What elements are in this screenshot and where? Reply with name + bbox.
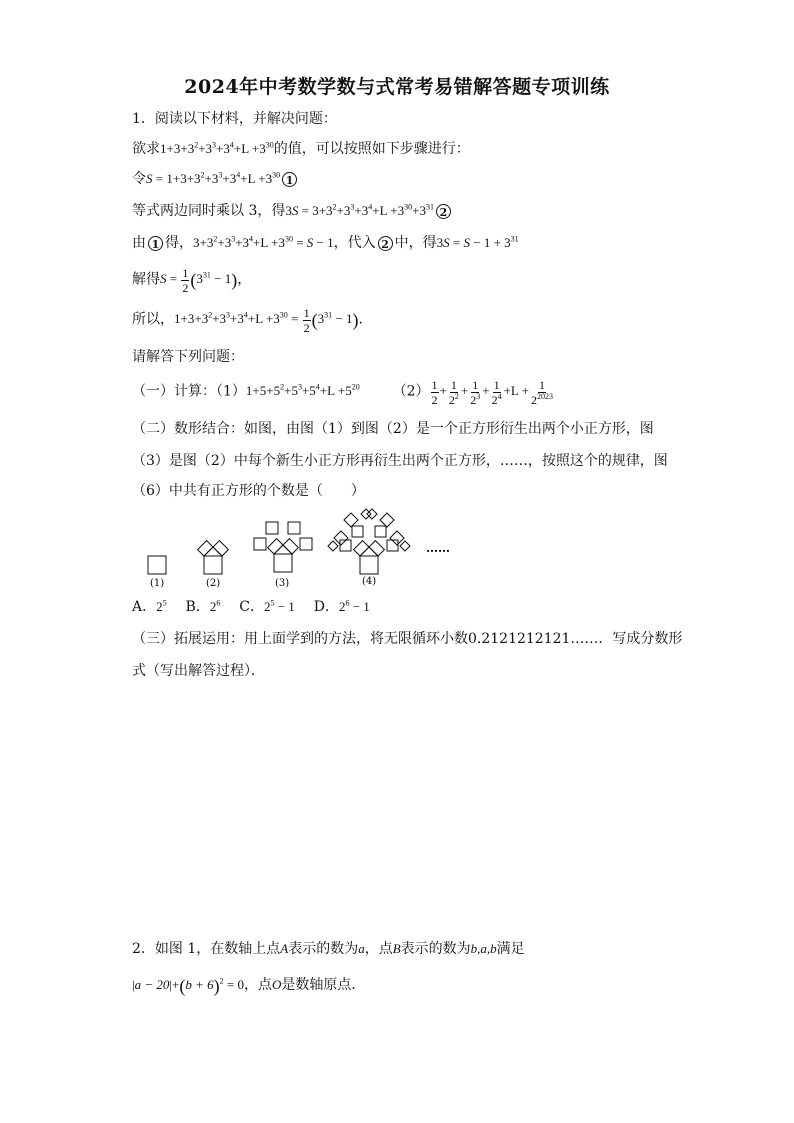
abs-condition: $|a - 20|+(b + 6)^2 = 0$ — [132, 976, 244, 997]
fig1-square — [148, 556, 166, 574]
text: ． — [358, 311, 373, 328]
option-d-label: D． — [313, 599, 339, 615]
vars-bab: b,a,b — [470, 941, 497, 956]
circled-1: 1 — [148, 236, 163, 251]
q1-part2-line1: （二）数形结合：如图，由图（1）到图（2）是一个正方形衍生出两个小正方形，图 — [132, 421, 654, 437]
text: 2．如图 1，在数轴上点 — [132, 941, 281, 957]
square-tree-figures — [130, 508, 490, 594]
fig2-tree — [198, 541, 229, 574]
q1-part2-line3: （6）中共有正方形的个数是（ ） — [132, 483, 365, 499]
point-a: A — [280, 941, 289, 956]
text: 是数轴原点． — [281, 977, 366, 993]
q1-line-goal — [132, 138, 470, 160]
series-half: $\frac{1}{2}$ + $\frac{1}{2^2}$ + $\frac{1}{2^3}$ + $\frac{1}{2^4}$ +L + $\frac{1}{2^{2023}}$ — [431, 378, 553, 407]
q1-intro: 1．阅读以下材料，并解决问题： — [132, 111, 337, 127]
text: 解得 — [132, 271, 160, 288]
q1-line-solve — [132, 266, 251, 295]
fraction-half: $\frac{1}{2}$ — [182, 266, 189, 295]
figure-svg — [130, 508, 490, 590]
text: 欲求 — [132, 141, 160, 157]
text: 满足 — [496, 941, 525, 957]
q1-part3-line2: 式（写出解答过程）． — [132, 663, 265, 679]
point-b: B — [392, 941, 401, 956]
var-a: a — [358, 941, 365, 956]
option-c-label: C． — [239, 599, 264, 615]
fraction-half: $\frac{1}{2}$ — [303, 306, 310, 335]
q1-line-substitute — [132, 232, 519, 254]
text: ， — [237, 271, 252, 288]
page-title: 2024年中考数学数与式常考易错解答题专项训练 — [184, 76, 610, 98]
fig-label-3: (3) — [275, 578, 290, 589]
q1-line-let — [132, 168, 299, 190]
q2-line1 — [132, 938, 525, 960]
text: ，点 — [364, 941, 393, 957]
text: ，代入 — [333, 235, 376, 251]
option-c-value: $2^5 - 1$ — [263, 598, 295, 614]
series-5: $1+5+5^2+5^3+5^4+L +5^{20}$ — [245, 383, 360, 399]
series-expression: $1+3+3^2+3^3+3^4+L +3^{30}$ — [160, 140, 274, 156]
text: 等式两边同时乘以 3，得 — [132, 203, 286, 219]
circled-1: 1 — [282, 172, 297, 187]
equation-5: S = $\frac{1}{2}$ $(3^{31} - 1)$ — [160, 266, 238, 295]
text: 令 — [132, 171, 146, 187]
text: 所以， — [132, 311, 174, 328]
equation-2: $3S = 3+3^2+3^3+3^4+L +3^{30}+3^{31}$ — [285, 202, 434, 218]
q1-line-conclude — [132, 306, 372, 335]
q1-part1 — [132, 378, 555, 407]
q2-line2 — [132, 974, 365, 997]
option-b-value: $2^6$ — [209, 598, 221, 614]
equation-4: $3S = S - 1 + 3^{31}$ — [436, 234, 519, 250]
q1-options — [132, 596, 370, 618]
q1-ask: 请解答下列问题： — [132, 349, 244, 365]
fig3-tree — [254, 522, 312, 572]
text: 表示的数为 — [400, 941, 471, 957]
fig-label-2: (2) — [206, 578, 221, 589]
fig-ellipsis: …… — [426, 541, 450, 555]
fig-label-4: (4) — [362, 576, 377, 587]
option-a-label: A． — [132, 599, 157, 615]
text: 中，得 — [394, 235, 437, 251]
text: 由 — [132, 235, 146, 251]
equation-1: $S = 1+3+3^2+3^3+3^4+L +3^{30}$ — [146, 170, 281, 186]
circled-2: 2 — [378, 236, 393, 251]
option-d-value: $2^6 - 1$ — [338, 598, 370, 614]
option-b-label: B． — [185, 599, 210, 615]
q1-part3-line1: （三）拓展运用：用上面学到的方法，将无限循环小数0.2121212121……．写成分数形 — [132, 631, 683, 647]
q1-line-multiply — [132, 200, 453, 222]
fig4-tree — [328, 509, 410, 574]
text: （一）计算：（1） — [132, 383, 246, 400]
option-a-value: $2^5$ — [156, 598, 167, 614]
q1-part2-line2: （3）是图（2）中每个新生小正方形再衍生出两个正方形，……，按照这个的规律，图 — [132, 453, 668, 469]
text: 表示的数为 — [288, 941, 359, 957]
text: 的值，可以按照如下步骤进行： — [273, 141, 470, 157]
text: ，点 — [243, 977, 272, 993]
circled-2: 2 — [436, 204, 451, 219]
point-o: O — [271, 977, 282, 992]
text: （2） — [392, 383, 430, 400]
text: 得， — [165, 235, 193, 251]
equation-3: $3+3^2+3^3+3^4+L +3^{30} = S - 1$ — [193, 234, 334, 250]
equation-6: $1+3+3^2+3^3+3^4+L +3^{30}$ = $\frac{1}{2}$ $(3^{31} - 1)$ — [174, 306, 359, 335]
fig-label-1: (1) — [150, 578, 165, 589]
